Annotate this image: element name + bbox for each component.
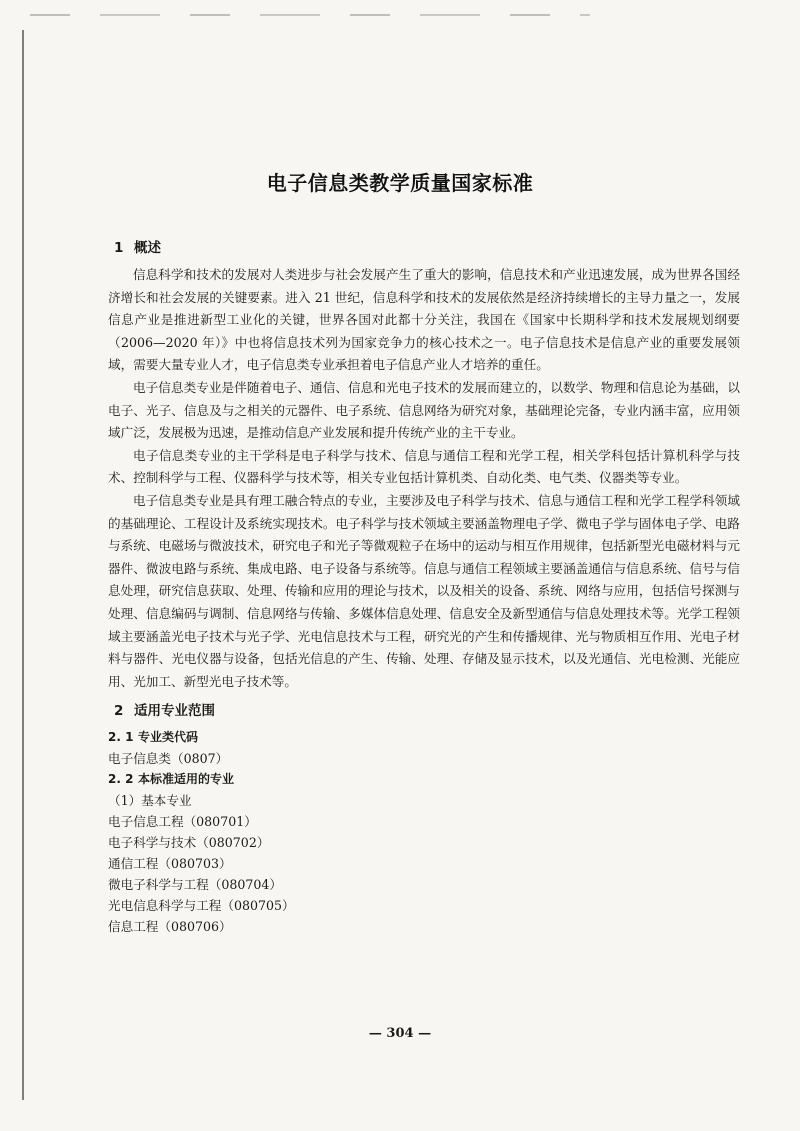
section-2-number: 2 — [114, 703, 124, 720]
list-item: 微电子科学与工程（080704） — [108, 877, 283, 893]
subsection-2-1-title: 专业类代码 — [138, 730, 199, 745]
section-1-paragraph-1: 信息科学和技术的发展对人类进步与社会发展产生了重大的影响，信息技术和产业迅速发展，成为世界各国经济增长和社会发展的关键要素。进入 21 世纪，信息科学和技术的发展依然是经济持续增长的主导力量之一，发展信息产业是推进新型工业化的关键，世界各国对此都十分关注，我国在《国家中长期科学和技术发展规划纲要（2006—2020 年）》中也将信息技术列为国家竞争力的核心技术之一。电子信息技术是信息产业的重要发展领域，需要大量专业人才，电子信息类专业承担着电子信息产业人才培养的重任。 — [108, 267, 740, 373]
section-1-title: 概述 — [134, 240, 161, 256]
list-item: 电子信息工程（080701） — [108, 814, 257, 830]
section-1-paragraph-4: 电子信息类专业是具有理工融合特点的专业，主要涉及电子科学与技术、信息与通信工程和光学工程学科领域的基础理论、工程设计及系统实现技术。电子科学与技术领域主要涵盖物理电子学、微电子学与固体电子学、电路与系统、电磁场与微波技术，研究电子和光子等微观粒子在场中的运动与相互作用规律，包括新型光电磁材料与元器件、微波电路与系统、集成电路、电子设备与系统等。信息与通信工程领域主要涵盖通信与信息系统、信号与信息处理，研究信息获取、处理、传输和应用的理论与技术，以及相关的设备、系统、网络与应用，包括信号探测与处理、信息编码与调制、信息网络与传输、多媒体信息处理、信息安全及新型通信与信息处理技术等。光学工程领域主要涵盖光电子技术与光子学、光电信息技术与工程，研究光的产生和传播规律、光与物质相互作用、光电子材料与器件、光电仪器与设备，包括光信息的产生、传输、处理、存储及显示技术，以及光通信、光电检测、光能应用、光加工、新型光电子技术等。 — [108, 492, 740, 689]
document-body — [108, 236, 740, 937]
document-title: 电子信息类教学质量国家标准 — [266, 171, 534, 196]
list-item: （1）基本专业 — [108, 793, 192, 809]
list-item: 光电信息科学与工程（080705） — [108, 898, 295, 914]
section-1-paragraph-2: 电子信息类专业是伴随着电子、通信、信息和光电子技术的发展而建立的，以数学、物理和信息论为基础，以电子、光子、信息及与之相关的元器件、电子系统、信息网络为研究对象，基础理论完备，专业内涵丰富，应用领域广泛，发展极为迅速，是推动信息产业发展和提升传统产业的主干专业。 — [108, 379, 740, 441]
subsection-2-2-heading — [108, 769, 740, 790]
page-number: — 304 — — [368, 1026, 432, 1041]
subsection-2-1-number: 2. 1 — [108, 730, 134, 745]
subsection-2-2-title: 本标准适用的专业 — [138, 772, 235, 787]
section-1-heading — [108, 236, 740, 260]
list-item: 信息工程（080706） — [108, 919, 232, 935]
section-2-heading — [108, 699, 740, 723]
list-item: 通信工程（080703） — [108, 856, 232, 872]
scan-border-top — [30, 14, 590, 16]
subsection-2-2-number: 2. 2 — [108, 772, 134, 787]
section-2 — [108, 699, 740, 937]
subsection-2-1-heading — [108, 727, 740, 748]
list-item: 电子科学与技术（080702） — [108, 835, 270, 851]
major-category-code: 电子信息类（0807） — [108, 751, 229, 767]
section-1-paragraph-3: 电子信息类专业的主干学科是电子科学与技术、信息与通信工程和光学工程，相关学科包括计算机科学与技术、控制科学与工程、仪器科学与技术等，相关专业包括计算机类、自动化类、电气类、仪器类等专业。 — [108, 447, 740, 486]
section-1-number: 1 — [114, 240, 124, 256]
section-2-title: 适用专业范围 — [134, 703, 215, 720]
